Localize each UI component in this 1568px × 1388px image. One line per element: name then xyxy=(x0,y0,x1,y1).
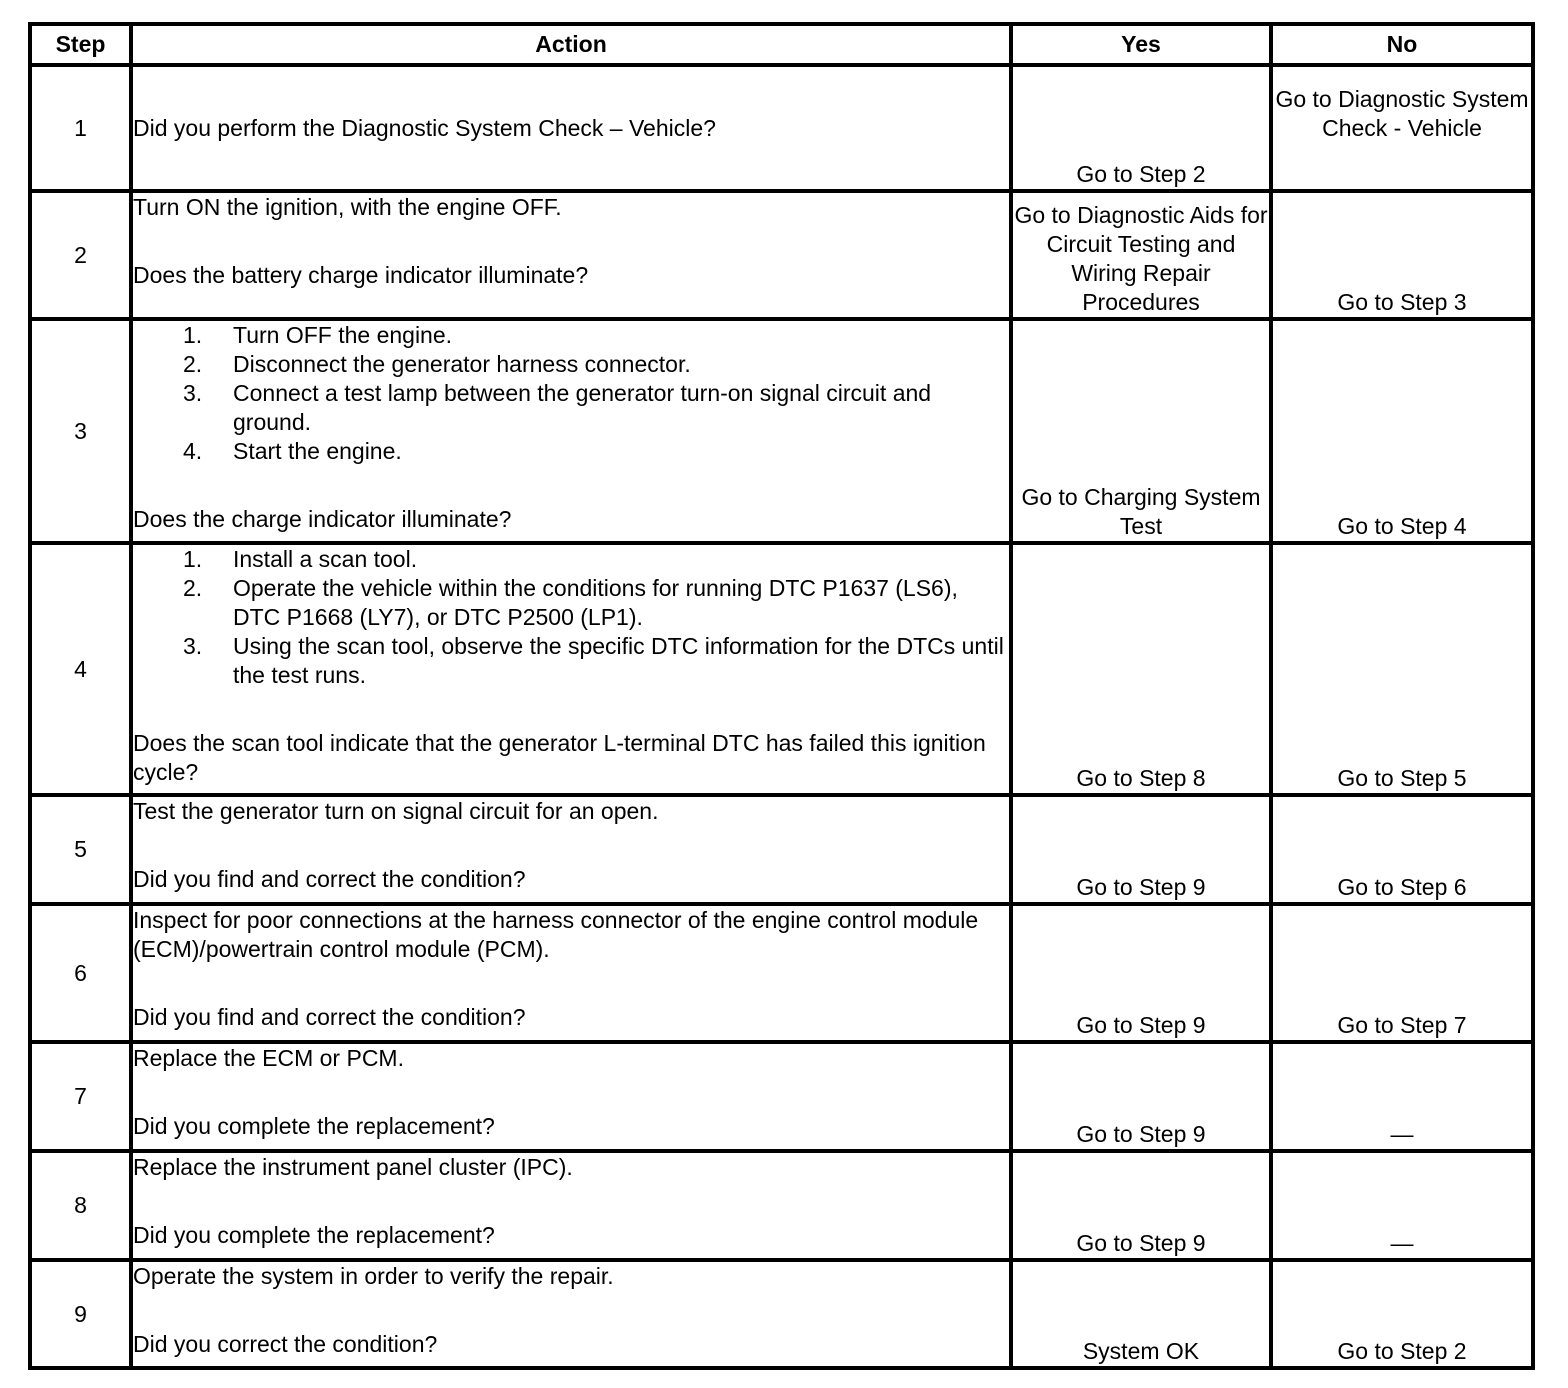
substep-number: 1. xyxy=(183,322,203,348)
substep xyxy=(183,574,1009,632)
substep-number: 1. xyxy=(183,546,203,572)
action-question: Did you find and correct the condition? xyxy=(133,866,526,892)
step-number: 5 xyxy=(30,795,131,904)
step-number: 6 xyxy=(30,904,131,1042)
substep xyxy=(183,321,1009,350)
no-cell: Go to Step 2 xyxy=(1271,1260,1533,1368)
step-number: 2 xyxy=(30,191,131,319)
table-row xyxy=(30,65,1533,191)
action-question: Does the charge indicator illuminate? xyxy=(133,506,512,532)
header-no: No xyxy=(1271,24,1533,65)
action-cell xyxy=(131,65,1011,191)
action-cell xyxy=(131,191,1011,319)
action-question: Did you complete the replacement? xyxy=(133,1222,495,1248)
no-cell: Go to Diagnostic System Check - Vehicle xyxy=(1271,65,1533,191)
substep-text: Operate the vehicle within the conditions for running DTC P1637 (LS6), DTC P1668 (LY7), or DTC P2500 (LP1). xyxy=(233,575,958,630)
action-cell xyxy=(131,543,1011,795)
step-number: 7 xyxy=(30,1042,131,1151)
substep-number: 3. xyxy=(183,380,203,406)
action-question: Did you find and correct the condition? xyxy=(133,1004,526,1030)
header-row xyxy=(30,24,1533,65)
substep-text: Turn OFF the engine. xyxy=(233,322,453,348)
yes-cell: Go to Step 8 xyxy=(1011,543,1271,795)
action-question: Did you complete the replacement? xyxy=(133,1113,495,1139)
substep-text: Install a scan tool. xyxy=(233,546,418,572)
action-question: Does the scan tool indicate that the generator L-terminal DTC has failed this ignition cycle? xyxy=(133,730,986,785)
header-action: Action xyxy=(131,24,1011,65)
substep-number: 2. xyxy=(183,575,203,601)
yes-cell: System OK xyxy=(1011,1260,1271,1368)
step-number: 1 xyxy=(30,65,131,191)
table-row xyxy=(30,1151,1533,1260)
substep-text: Connect a test lamp between the generator turn-on signal circuit and ground. xyxy=(233,380,932,435)
no-cell: Go to Step 7 xyxy=(1271,904,1533,1042)
header-step: Step xyxy=(30,24,131,65)
action-question: Did you correct the condition? xyxy=(133,1331,438,1357)
step-number: 8 xyxy=(30,1151,131,1260)
action-instruction: Replace the ECM or PCM. xyxy=(133,1045,404,1071)
action-cell xyxy=(131,904,1011,1042)
table-row xyxy=(30,319,1533,543)
no-cell: Go to Step 5 xyxy=(1271,543,1533,795)
action-instruction: Operate the system in order to verify the repair. xyxy=(133,1263,614,1289)
substep-text: Start the engine. xyxy=(233,438,402,464)
step-number: 4 xyxy=(30,543,131,795)
substep-number: 3. xyxy=(183,633,203,659)
no-cell: — xyxy=(1271,1151,1533,1260)
action-question: Does the battery charge indicator illuminate? xyxy=(133,262,589,288)
substep xyxy=(183,632,1009,690)
table-row xyxy=(30,904,1533,1042)
yes-cell: Go to Step 9 xyxy=(1011,904,1271,1042)
no-cell: Go to Step 6 xyxy=(1271,795,1533,904)
substep xyxy=(183,545,1009,574)
action-instruction: Turn ON the ignition, with the engine OFF. xyxy=(133,194,562,220)
substep xyxy=(183,437,1009,466)
diagnostic-table xyxy=(28,22,1535,1370)
action-cell xyxy=(131,1260,1011,1368)
substep-number: 4. xyxy=(183,438,203,464)
action-cell xyxy=(131,1151,1011,1260)
substep xyxy=(183,350,1009,379)
table-row xyxy=(30,191,1533,319)
substep xyxy=(183,379,1009,437)
action-instruction: Inspect for poor connections at the harness connector of the engine control module (ECM)/powertrain control module (PCM). xyxy=(133,907,979,962)
substep-list xyxy=(133,545,1009,690)
no-cell: Go to Step 3 xyxy=(1271,191,1533,319)
yes-cell: Go to Step 9 xyxy=(1011,1151,1271,1260)
yes-cell: Go to Step 2 xyxy=(1011,65,1271,191)
substep-number: 2. xyxy=(183,351,203,377)
no-cell: Go to Step 4 xyxy=(1271,319,1533,543)
table-row xyxy=(30,543,1533,795)
substep-text: Using the scan tool, observe the specific DTC information for the DTCs until the test runs. xyxy=(233,633,1004,688)
substep-list xyxy=(133,321,1009,466)
no-cell: — xyxy=(1271,1042,1533,1151)
action-cell xyxy=(131,795,1011,904)
header-yes: Yes xyxy=(1011,24,1271,65)
action-question: Did you perform the Diagnostic System Check – Vehicle? xyxy=(133,114,716,141)
yes-cell: Go to Step 9 xyxy=(1011,795,1271,904)
action-instruction: Test the generator turn on signal circuit for an open. xyxy=(133,798,659,824)
action-cell xyxy=(131,319,1011,543)
yes-cell: Go to Step 9 xyxy=(1011,1042,1271,1151)
step-number: 3 xyxy=(30,319,131,543)
table-row xyxy=(30,1042,1533,1151)
action-cell xyxy=(131,1042,1011,1151)
table-row xyxy=(30,1260,1533,1368)
step-number: 9 xyxy=(30,1260,131,1368)
yes-cell: Go to Diagnostic Aids for Circuit Testing and Wiring Repair Procedures xyxy=(1011,191,1271,319)
action-instruction: Replace the instrument panel cluster (IPC). xyxy=(133,1154,573,1180)
yes-cell: Go to Charging System Test xyxy=(1011,319,1271,543)
table-row xyxy=(30,795,1533,904)
substep-text: Disconnect the generator harness connector. xyxy=(233,351,691,377)
